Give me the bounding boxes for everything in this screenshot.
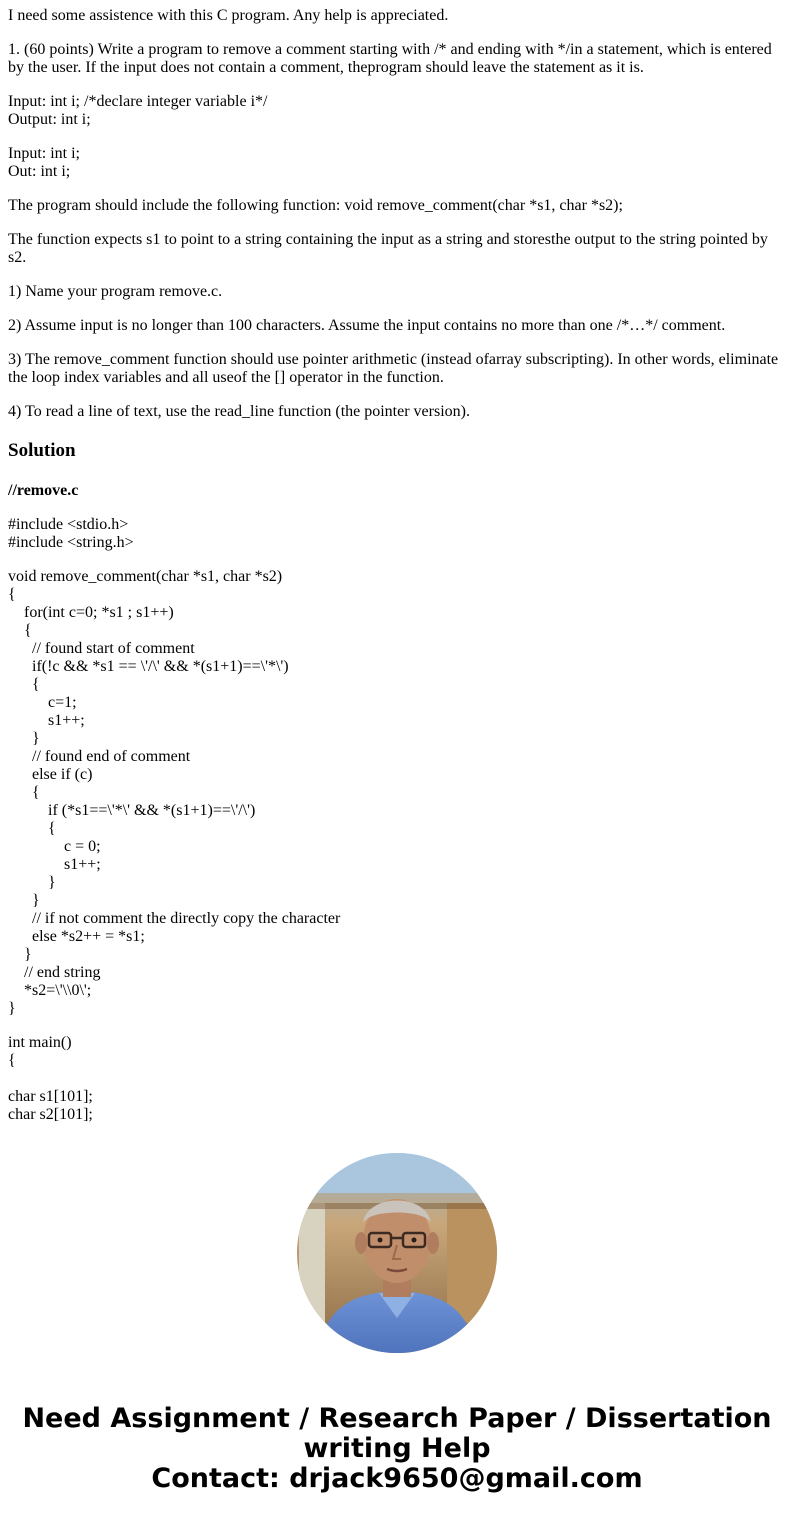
code-includes: #include <stdio.h> #include <string.h> — [8, 516, 134, 551]
solution-heading: Solution — [8, 440, 76, 461]
question-intro: I need some assistence with this C program. Any help is appreciated. — [8, 7, 449, 24]
rule-item: 2) Assume input is no longer than 100 characters. Assume the input contains no more than one /*…*/ comment. — [8, 317, 726, 334]
example-output: Output: int i; — [8, 111, 91, 128]
contact-email: Contact: drjack9650@gmail.com — [151, 1463, 643, 1494]
banner-line: writing Help — [303, 1433, 491, 1464]
document-content — [8, 0, 784, 1124]
code-remove-comment-function: void remove_comment(char *s1, char *s2) { for(int c=0; *s1 ; s1++) { // found start of comment if(!c && *s1 == \'/\' && *(s1+1)==\'*\') { c=1; s1++; } // found end of comment else if (c) { if (*s1==\'*\' && *(s1+1)==\'/\') { c = 0; s1++; } } // if not comment the directly copy the character else *s2++ = *s1; } // end string *s2=\'\\0\'; } — [8, 568, 341, 1017]
example-input: Input: int i; — [8, 145, 80, 162]
example-block-2 — [8, 145, 784, 181]
function-requirement: The program should include the following function: void remove_comment(char *s1, char *s2); — [8, 197, 623, 214]
solution-filename: //remove.c — [8, 482, 79, 499]
banner-line: Need Assignment / Research Paper / Dissertation — [22, 1403, 772, 1434]
code-main-function: int main() { char s1[101]; char s2[101]; — [8, 1034, 93, 1123]
rule-item: 1) Name your program remove.c. — [8, 283, 223, 300]
task-description: 1. (60 points) Write a program to remove a comment starting with /* and ending with */in a statement, which is entered by the user. If the input does not contain a comment, theprogram should leave the statement as it is. — [8, 41, 772, 76]
example-block-1 — [8, 93, 784, 129]
rule-item: 4) To read a line of text, use the read_line function (the pointer version). — [8, 403, 470, 420]
author-photo-icon — [297, 1153, 497, 1353]
example-output: Out: int i; — [8, 163, 71, 180]
function-description: The function expects s1 to point to a string containing the input as a string and storesthe output to the string pointed by s2. — [8, 231, 768, 266]
author-avatar — [297, 1153, 497, 1353]
contact-banner — [0, 1404, 794, 1494]
rule-item: 3) The remove_comment function should use pointer arithmetic (instead ofarray subscripting). In other words, eliminate the loop index variables and all useof the [] operator in the function. — [8, 351, 779, 386]
example-input: Input: int i; /*declare integer variable i*/ — [8, 93, 268, 110]
